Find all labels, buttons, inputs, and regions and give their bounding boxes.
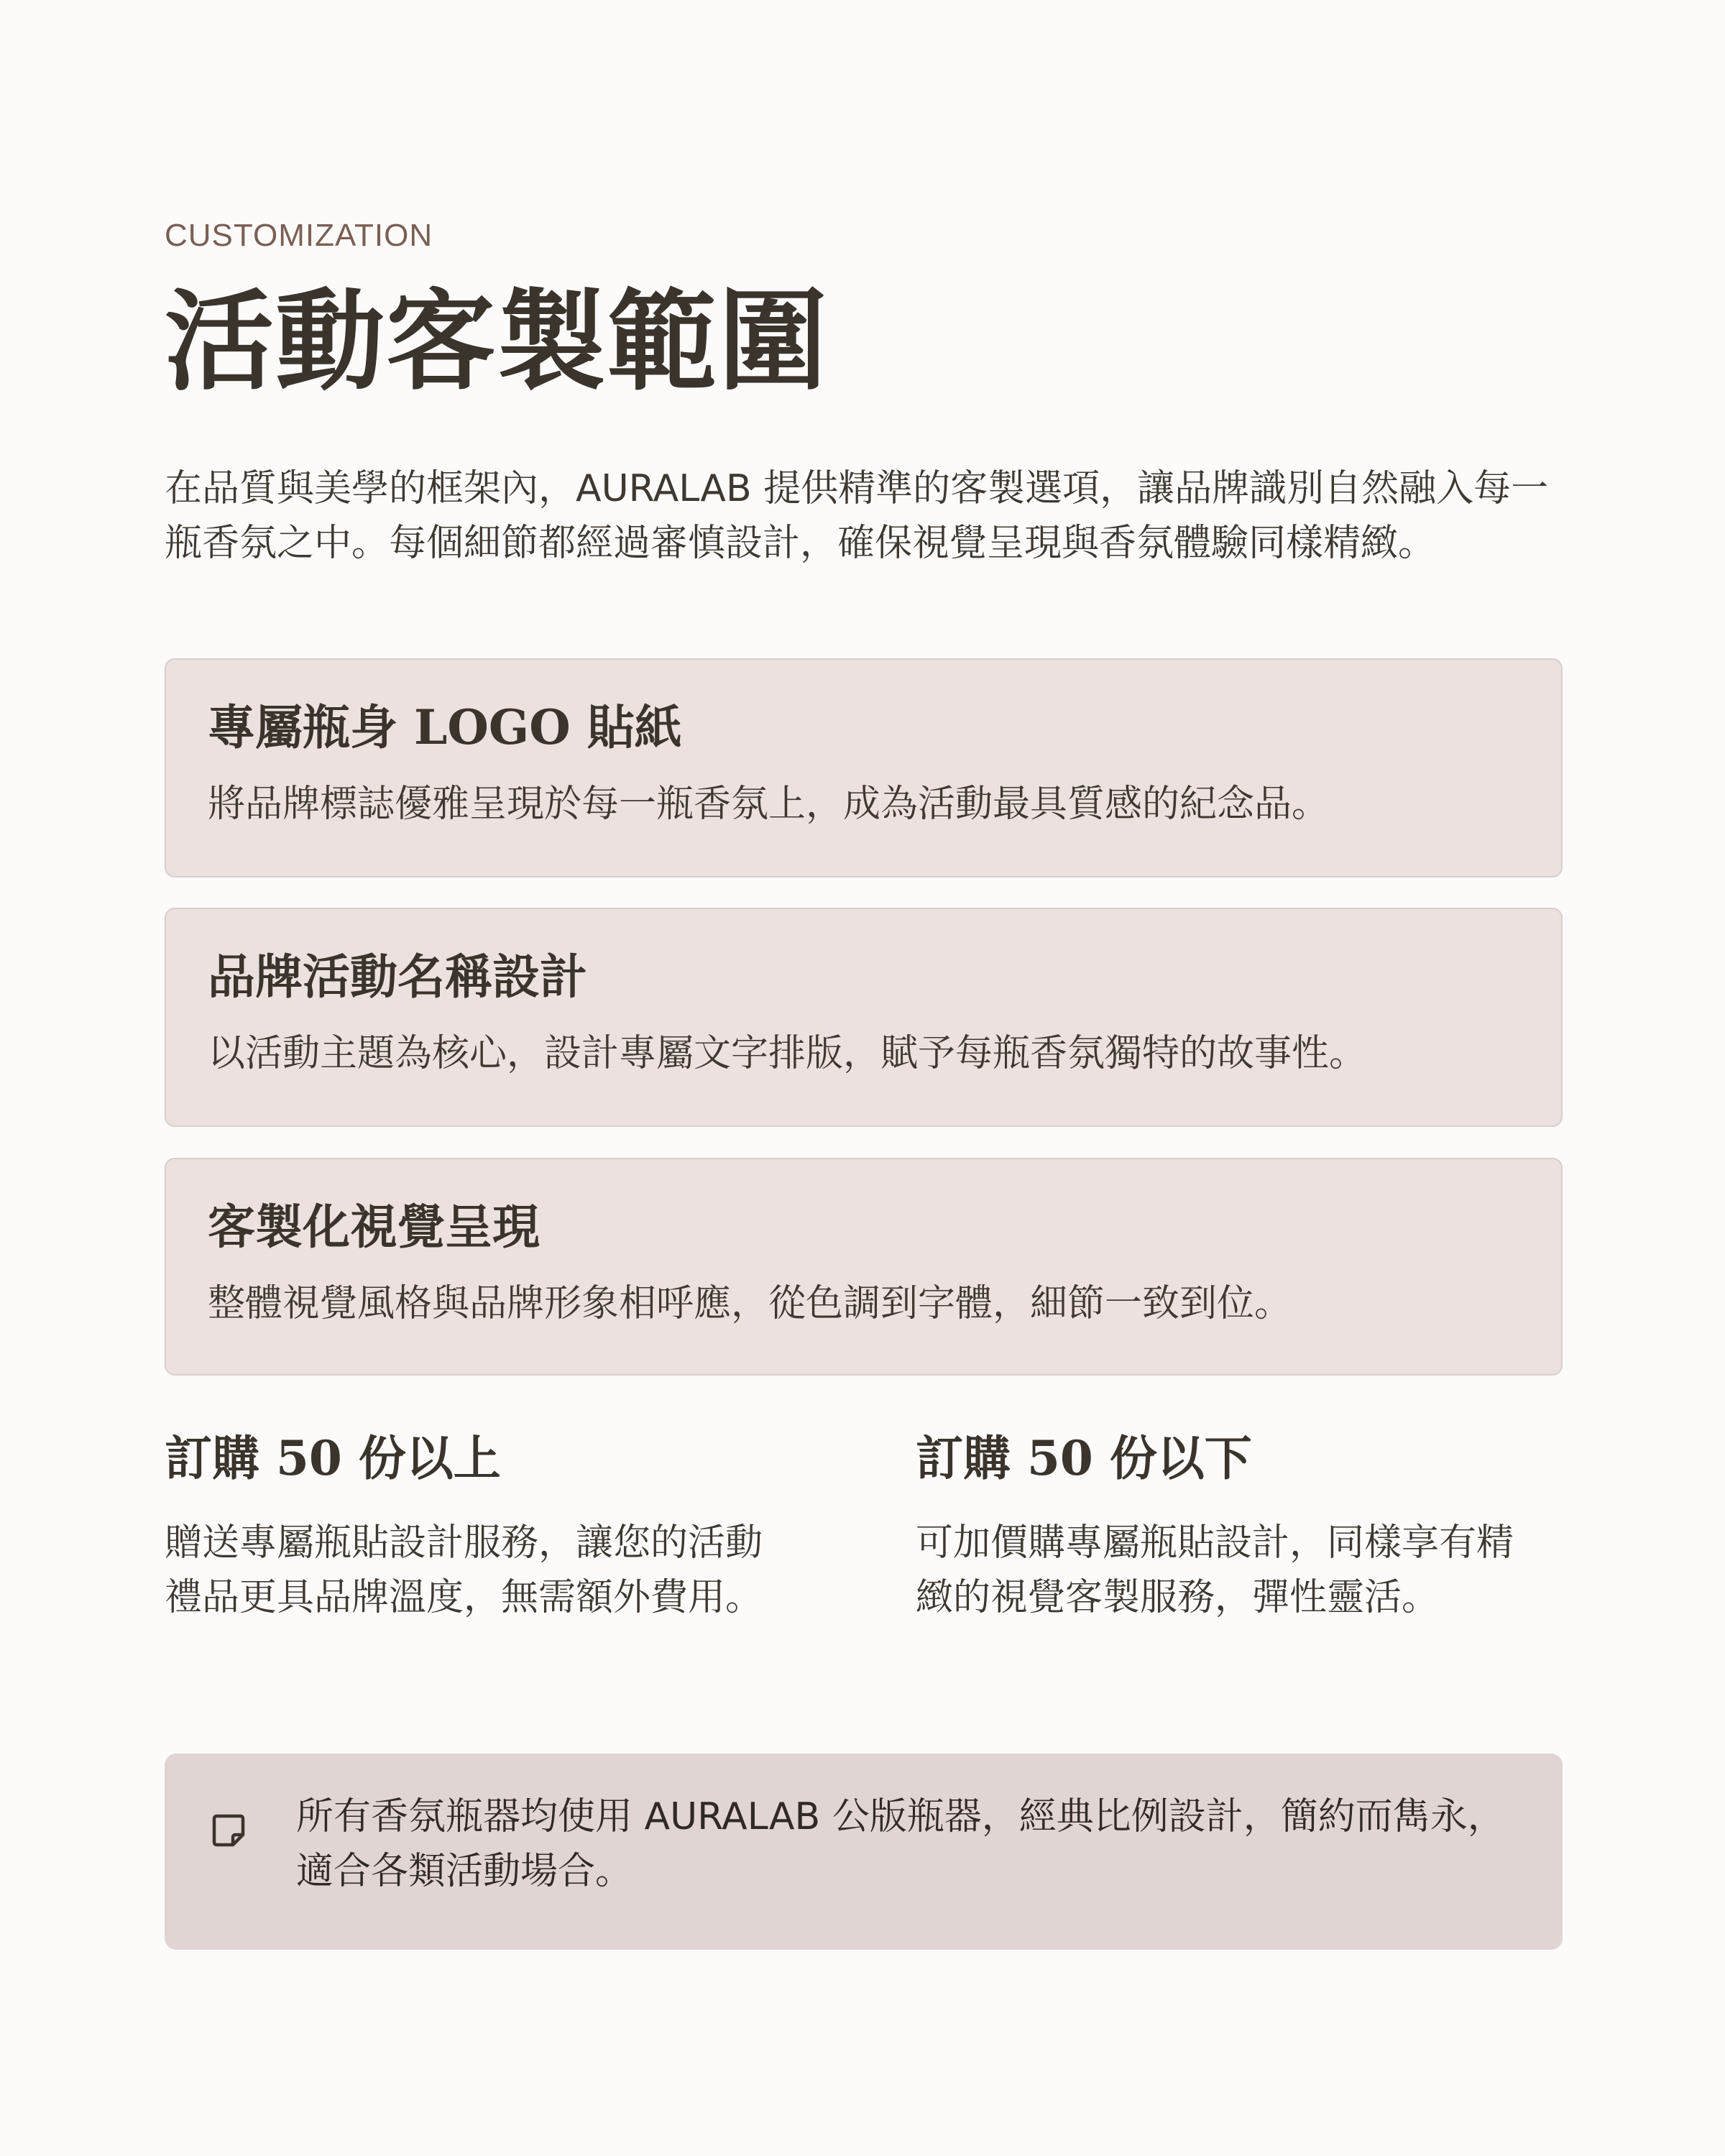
page-title: 活動客製範圍: [165, 278, 829, 405]
feature-card-description: 整體視覺風格與品牌形象相呼應，從色調到字體，細節一致到位。: [208, 1282, 1292, 1325]
feature-card-event-name: [165, 908, 1563, 1127]
intro-paragraph: 在品質與美學的框架內，AURALAB 提供精準的客製選項，讓品牌識別自然融入每一瓶香氛之中。每個細節都經過審慎設計，確保視覺呈現與香氛體驗同樣精緻。: [165, 467, 1549, 565]
tier-description: 可加價購專屬瓶貼設計，同樣享有精緻的視覺客製服務，彈性靈活。: [916, 1521, 1514, 1620]
bottle-note-callout: [165, 1754, 1563, 1950]
note-text: 所有香氛瓶器均使用 AURALAB 公版瓶器，經典比例設計，簡約而雋永，適合各類活動場合。: [296, 1795, 1505, 1893]
feature-card-description: 將品牌標誌優雅呈現於每一瓶香氛上，成為活動最具質感的紀念品。: [208, 783, 1330, 826]
feature-card-logo-sticker: [165, 658, 1563, 877]
feature-card-title: 專屬瓶身 LOGO 貼紙: [208, 699, 682, 755]
tier-above-50: [165, 1430, 783, 1625]
sticky-note-icon: [211, 1812, 247, 1848]
feature-card-description: 以活動主題為核心，設計專屬文字排版，賦予每瓶香氛獨特的故事性。: [208, 1032, 1367, 1075]
tier-below-50: [916, 1430, 1534, 1625]
tier-title: 訂購 50 份以下: [916, 1430, 1252, 1486]
feature-card-visual: [165, 1158, 1563, 1376]
feature-card-title: 品牌活動名稱設計: [208, 949, 587, 1005]
tier-title: 訂購 50 份以上: [165, 1430, 501, 1486]
tier-description: 贈送專屬瓶貼設計服務，讓您的活動禮品更具品牌溫度，無需額外費用。: [165, 1521, 763, 1620]
feature-card-title: 客製化視覺呈現: [208, 1199, 540, 1255]
section-eyebrow: CUSTOMIZATION: [165, 218, 433, 253]
